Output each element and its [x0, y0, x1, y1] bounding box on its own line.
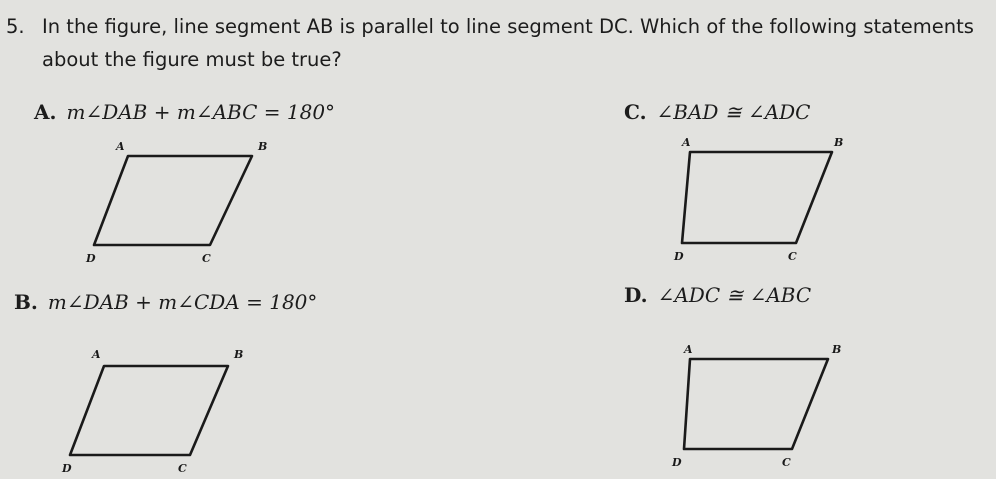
figure-b — [60, 344, 260, 479]
vertex-label-b: B — [834, 136, 844, 149]
vertex-label-a: A — [92, 348, 101, 361]
vertex-label-b: B — [258, 140, 268, 153]
vertex-label-a: A — [682, 136, 691, 149]
parallelogram-shape — [682, 152, 832, 243]
choice-statement: ∠BAD ≅ ∠ADC — [656, 100, 811, 124]
choice-statement: m∠DAB + m∠ABC = 180° — [66, 100, 336, 124]
vertex-label-d: D — [86, 252, 96, 265]
vertex-label-c: C — [202, 252, 211, 265]
vertex-label-b: B — [832, 343, 842, 356]
choice-letter: C. — [624, 100, 647, 124]
choice-a[interactable] — [34, 100, 335, 124]
vertex-label-c: C — [178, 462, 187, 475]
vertex-label-a: A — [116, 140, 125, 153]
figure-d — [672, 340, 876, 475]
choice-d[interactable] — [624, 283, 811, 307]
choice-letter: A. — [34, 100, 57, 124]
vertex-label-c: C — [788, 250, 797, 263]
question-text: In the figure, line segment AB is parallel to line segment DC. Which of the following statements about the figure must be true? — [42, 15, 974, 71]
choice-statement: m∠DAB + m∠CDA = 180° — [47, 290, 318, 314]
parallelogram-shape — [70, 366, 228, 455]
vertex-label-a: A — [684, 343, 693, 356]
question-number: 5. — [6, 15, 25, 38]
figure-a — [86, 138, 286, 268]
vertex-label-c: C — [782, 456, 791, 469]
parallelogram-shape — [684, 359, 828, 449]
choice-b[interactable] — [14, 290, 317, 314]
vertex-label-d: D — [674, 250, 684, 263]
choice-c[interactable] — [624, 100, 810, 124]
vertex-label-d: D — [62, 462, 72, 475]
vertex-label-b: B — [234, 348, 244, 361]
choice-letter: D. — [624, 283, 648, 307]
parallelogram-shape — [94, 156, 252, 245]
vertex-label-d: D — [672, 456, 682, 469]
choice-statement: ∠ADC ≅ ∠ABC — [657, 283, 812, 307]
figure-c — [674, 136, 874, 266]
choice-letter: B. — [14, 290, 38, 314]
